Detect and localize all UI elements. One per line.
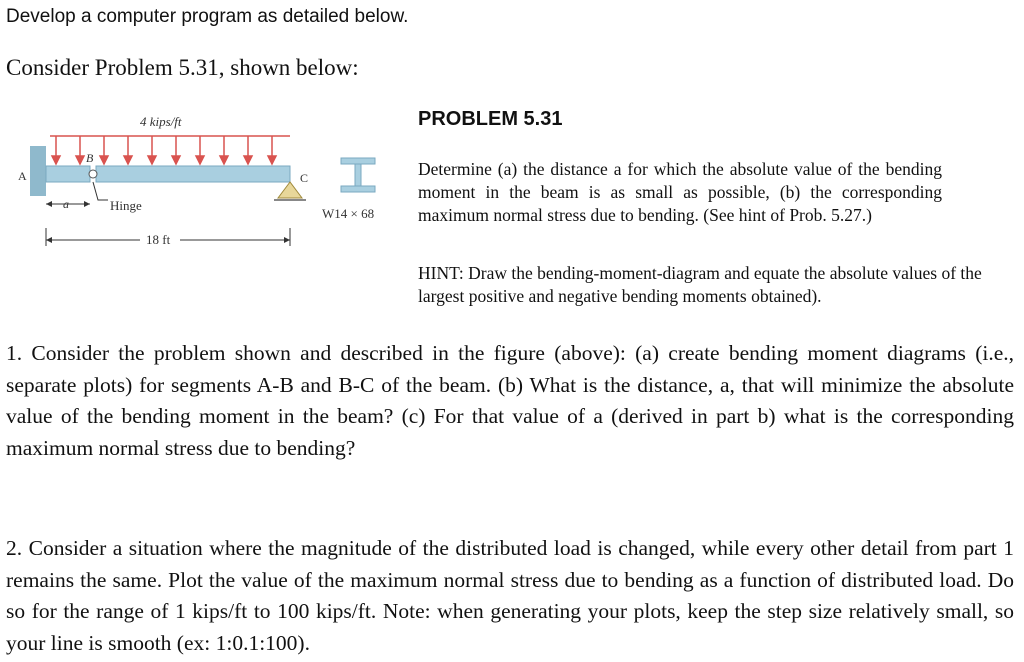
load-label: 4 kips/ft (140, 114, 182, 129)
problem-intro: Consider Problem 5.31, shown below: (6, 55, 359, 80)
question-1: 1. Consider the problem shown and described in the figure (above): (a) create bending moment diagrams (i.e., separate plots) for segments A-B and B-C of the beam. (b) What is the distance, a, that will minimize the absolute value of the bending moment in the beam? (c) For that value of a (derived in part b) what is the corresponding maximum normal stress due to bending? (6, 341, 1014, 460)
fixed-wall (30, 146, 46, 196)
point-b-label: B (86, 151, 94, 165)
roller-support (278, 182, 302, 198)
beam-segment-bc (96, 166, 290, 182)
dim-a-label: a (63, 197, 69, 211)
point-a-label: A (18, 169, 27, 183)
question-2: 2. Consider a situation where the magnitude of the distributed load is changed, while every other detail from part 1 remains the same. Plot the value of the maximum normal stress due to bending as a function of distributed load. Do so for the range of 1 kips/ft to 100 kips/ft. Note: when generating your plots, keep the step size relatively small, so your line is smooth (ex: 1:0.1:100). (6, 536, 1014, 655)
span-label: 18 ft (146, 232, 171, 247)
w-section-icon (341, 158, 375, 192)
beam-segment-ab (46, 166, 90, 182)
hinge-pin (89, 170, 97, 178)
hinge-label: Hinge (110, 198, 142, 213)
problem-hint: HINT: Draw the bending-moment-diagram and equate the absolute values of the largest positive and negative bending moments obtained). (418, 263, 982, 306)
page-heading: Develop a computer program as detailed below. (6, 6, 409, 27)
problem-title: PROBLEM 5.31 (418, 108, 563, 130)
point-c-label: C (300, 171, 309, 185)
beam-figure (0, 100, 410, 260)
problem-statement: Determine (a) the distance a for which the absolute value of the bending moment in the beam is as small as possible, (b) the corresponding maximum normal stress due to bending. (See hint of Prob. 5.27.) (418, 159, 942, 225)
section-label: W14 × 68 (322, 206, 375, 221)
